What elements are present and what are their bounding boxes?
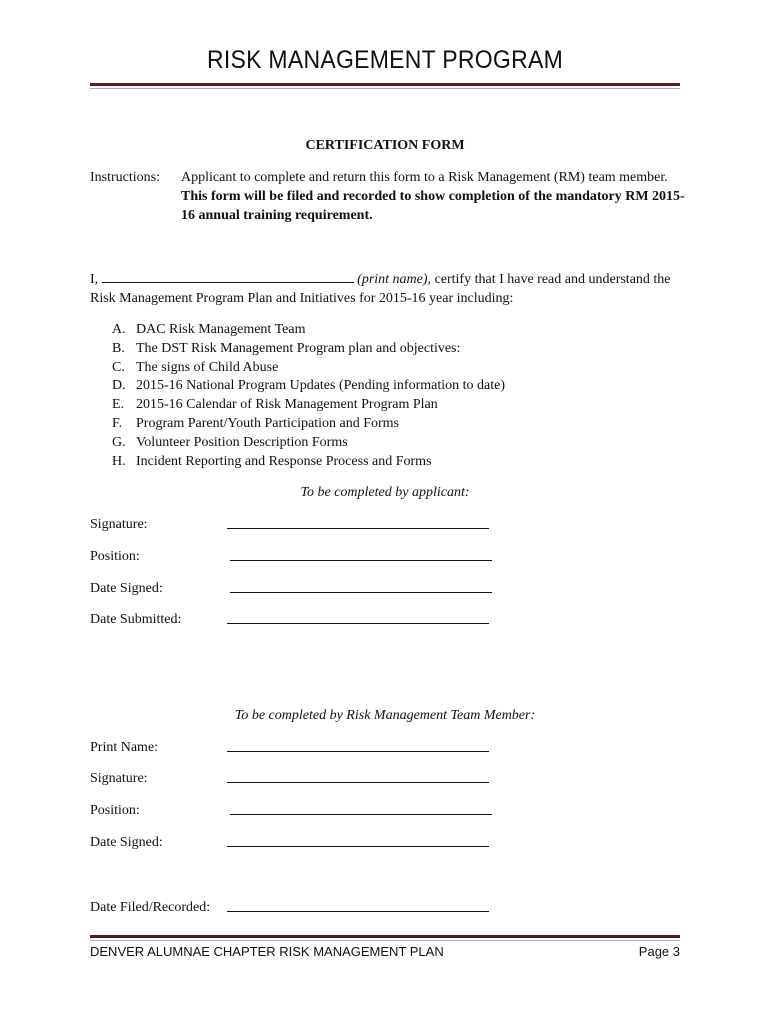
list-item-letter: E. <box>112 397 125 413</box>
rm-print-name-line[interactable] <box>227 751 489 752</box>
print-name-blank[interactable] <box>102 281 354 283</box>
certification-line-2: Risk Management Program Plan and Initiatives for 2015-16 year including: <box>90 291 514 306</box>
footer-rule <box>90 935 680 938</box>
list-item-text: The signs of Child Abuse <box>136 359 279 375</box>
applicant-date-signed-label: Date Signed: <box>90 581 163 596</box>
rm-print-name-label: Print Name: <box>90 740 159 755</box>
rm-position-label: Position: <box>90 803 140 818</box>
instructions-bold-line-2: 16 annual training requirement. <box>181 208 373 223</box>
list-item-text: Volunteer Position Description Forms <box>136 434 348 450</box>
list-item-letter: G. <box>112 434 126 450</box>
rm-date-signed-label: Date Signed: <box>90 835 163 850</box>
list-item <box>112 339 632 358</box>
list-item <box>112 320 632 339</box>
list-item <box>112 433 632 452</box>
list-item <box>112 376 632 395</box>
list-item-text: Incident Reporting and Response Process and Forms <box>136 453 432 469</box>
instructions-bold-line-1: This form will be filed and recorded to show completion of the mandatory RM 2015- <box>181 189 685 204</box>
certification-line-1 <box>90 270 690 289</box>
rm-signature-label: Signature: <box>90 771 148 786</box>
form-heading: CERTIFICATION FORM <box>305 138 465 153</box>
applicant-date-signed-line[interactable] <box>230 592 492 593</box>
applicant-position-line[interactable] <box>230 560 492 561</box>
rm-section-heading: To be completed by Risk Management Team Member: <box>234 708 536 723</box>
footer-chapter-title: DENVER ALUMNAE CHAPTER RISK MANAGEMENT PLAN <box>90 944 444 959</box>
cert-prefix: I, <box>90 272 99 287</box>
applicant-date-submitted-line[interactable] <box>227 623 489 624</box>
page-number: Page 3 <box>638 944 680 959</box>
rm-signature-line[interactable] <box>227 782 489 783</box>
applicant-signature-line[interactable] <box>227 528 489 529</box>
date-filed-label: Date Filed/Recorded: <box>90 900 211 915</box>
header-rule-thin <box>90 88 680 89</box>
list-item-text: Program Parent/Youth Participation and Forms <box>136 416 400 431</box>
list-item-text: 2015-16 National Program Updates (Pending information to date) <box>136 378 505 394</box>
list-item <box>112 395 632 414</box>
page-footer <box>90 944 680 959</box>
rm-date-signed-line[interactable] <box>227 846 489 847</box>
page-title: RISK MANAGEMENT PROGRAM <box>206 46 564 74</box>
applicant-date-submitted-label: Date Submitted: <box>90 612 182 627</box>
list-item-letter: H. <box>112 453 126 469</box>
list-item-text: The DST Risk Management Program plan and objectives: <box>136 340 461 356</box>
applicant-signature-label: Signature: <box>90 517 148 532</box>
list-item <box>112 358 632 377</box>
list-item-letter: A. <box>112 322 126 337</box>
list-item-letter: D. <box>112 378 126 394</box>
applicant-section-heading: To be completed by applicant: <box>300 485 470 500</box>
list-item-letter: F. <box>112 416 123 431</box>
rm-position-line[interactable] <box>230 814 492 815</box>
header-rule <box>90 83 680 86</box>
print-name-hint: (print name), <box>357 272 432 287</box>
list-item <box>112 414 632 433</box>
list-item-letter: B. <box>112 340 125 356</box>
date-filed-line[interactable] <box>227 911 489 912</box>
list-item-letter: C. <box>112 359 125 375</box>
cert-suffix: certify that I have read and understand the <box>431 272 671 287</box>
instructions-label: Instructions: <box>90 170 160 185</box>
list-item-text: 2015-16 Calendar of Risk Management Program Plan <box>136 397 438 413</box>
list-item-text: DAC Risk Management Team <box>136 322 306 337</box>
instructions-text: Applicant to complete and return this form to a Risk Management (RM) team member. <box>181 170 668 185</box>
applicant-position-label: Position: <box>90 549 140 564</box>
footer-rule-thin <box>90 940 680 941</box>
list-item <box>112 452 632 471</box>
